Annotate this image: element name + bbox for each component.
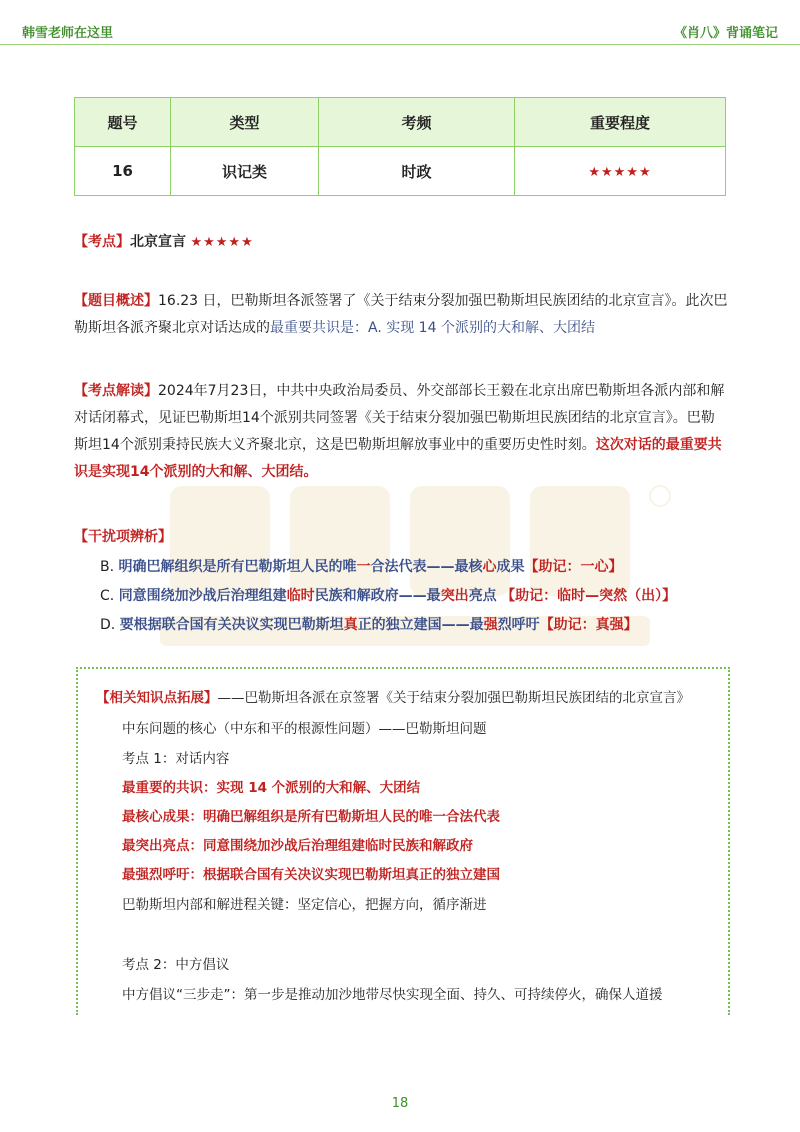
question-info-table	[74, 97, 726, 196]
option-b-text-b: 合法代表——最核	[370, 559, 483, 575]
extension-point-1: 考点 1：对话内容	[122, 751, 230, 767]
option-b-key-2: 心	[482, 559, 497, 575]
extension-highlight: 最突出亮点：同意围绕加沙战后治理组建临时民族和解政府	[122, 838, 473, 854]
option-c-key-2: 突出	[440, 588, 469, 604]
summary-highlight: 最重要共识是：A. 实现 14 个派别的大和解、大团结	[270, 320, 595, 336]
option-c-text-a: 同意围绕加沙战后治理组建	[118, 588, 287, 604]
kaodian-title: 北京宣言	[130, 234, 186, 250]
distractor-tag: 【干扰项辨析】	[74, 529, 172, 545]
option-d-letter: D.	[100, 617, 116, 633]
option-c-key-1: 临时	[286, 588, 315, 604]
summary-text: 16.23 日，巴勒斯坦各派签署了《关于结束分裂加强巴勒斯坦民族团结的北京宣言》。此次巴勒斯坦各派齐聚北京对话达成的	[74, 293, 728, 336]
extension-title: ——巴勒斯坦各派在京签署《关于结束分裂加强巴勒斯坦民族团结的北京宣言》	[217, 690, 690, 706]
extension-point-2: 考点 2：中方倡议	[122, 957, 230, 973]
option-d-key-2: 强	[483, 617, 498, 633]
option-b-letter: B.	[100, 559, 115, 575]
option-c	[100, 584, 676, 608]
option-c-letter: C.	[100, 588, 115, 604]
option-c-text-c: 亮点	[468, 588, 497, 604]
cell-frequency: 时政	[319, 147, 515, 196]
extension-line-core: 中东问题的核心（中东和平的根源性问题）——巴勒斯坦问题	[122, 721, 487, 737]
extension-core-result: 最核心成果：明确巴解组织是所有巴勒斯坦人民的唯一合法代表	[122, 809, 500, 825]
cell-importance	[515, 147, 726, 196]
distractor-heading	[74, 524, 728, 551]
kaodian-stars: ★★★★★	[190, 235, 254, 250]
page-number: 18	[391, 1096, 409, 1111]
option-b-text-a: 明确巴解组织是所有巴勒斯坦人民的唯	[118, 559, 357, 575]
header-author: 韩雪老师在这里	[22, 26, 114, 41]
question-summary	[74, 288, 728, 342]
header-book-title: 《肖八》背诵笔记	[673, 26, 778, 41]
option-d-text-b: 正的独立建国——最	[357, 617, 484, 633]
option-b	[100, 555, 623, 579]
option-b-key-1: 一	[356, 559, 371, 575]
analysis-highlight: 这次对话的最重要共识是实现14个派别的大和解、大团结。	[74, 437, 722, 480]
cell-number: 16	[75, 147, 171, 196]
extension-last-line: 中方倡议“三步走”：第一步是推动加沙地带尽快实现全面、持久、可持续停火，确保人道援	[122, 987, 663, 1003]
option-d-mnemonic: 【助记：真强】	[539, 617, 638, 633]
option-c-mnemonic: 【助记：临时—突然（出）】	[501, 588, 677, 604]
extension-tag: 【相关知识点拓展】	[96, 690, 218, 706]
extension-appeal: 最强烈呼吁：根据联合国有关决议实现巴勒斯坦真正的独立建国	[122, 867, 500, 883]
col-header-number: 题号	[75, 98, 171, 147]
kaodian-tag: 【考点】	[74, 234, 130, 250]
col-header-type: 类型	[171, 98, 319, 147]
importance-stars: ★★★★★	[588, 165, 652, 180]
kaodian-line	[74, 229, 728, 256]
extension-key: 巴勒斯坦内部和解进程关键：坚定信心，把握方向，循序渐进	[122, 897, 487, 913]
extension-heading	[96, 688, 690, 708]
option-b-text-c: 成果	[496, 559, 525, 575]
analysis-tag: 【考点解读】	[74, 383, 158, 399]
header-divider	[0, 44, 800, 45]
col-header-importance: 重要程度	[515, 98, 726, 147]
extension-consensus: 最重要的共识：实现 14 个派别的大和解、大团结	[122, 780, 421, 796]
col-header-frequency: 考频	[319, 98, 515, 147]
option-b-mnemonic: 【助记：一心】	[524, 559, 623, 575]
analysis-text: 2024年7月23日，中共中央政治局委员、外交部部长王毅在北京出席巴勒斯坦各派内部和解对话闭幕式，见证巴勒斯坦14个派别共同签署《关于结束分裂加强巴勒斯坦民族团结的北京宣言》。巴勒斯坦14个派别秉持民族大义齐聚北京，这是巴勒斯坦解放事业中的重要历史性时刻。	[74, 383, 725, 453]
option-d	[100, 613, 638, 637]
option-d-text-c: 烈呼吁	[497, 617, 540, 633]
point-analysis	[74, 378, 728, 486]
summary-tag: 【题目概述】	[74, 293, 158, 309]
option-c-text-b: 民族和解政府——最	[314, 588, 441, 604]
cell-type: 识记类	[171, 147, 319, 196]
option-d-text-a: 要根据联合国有关决议实现巴勒斯坦	[119, 617, 344, 633]
option-d-key-1: 真	[343, 617, 358, 633]
